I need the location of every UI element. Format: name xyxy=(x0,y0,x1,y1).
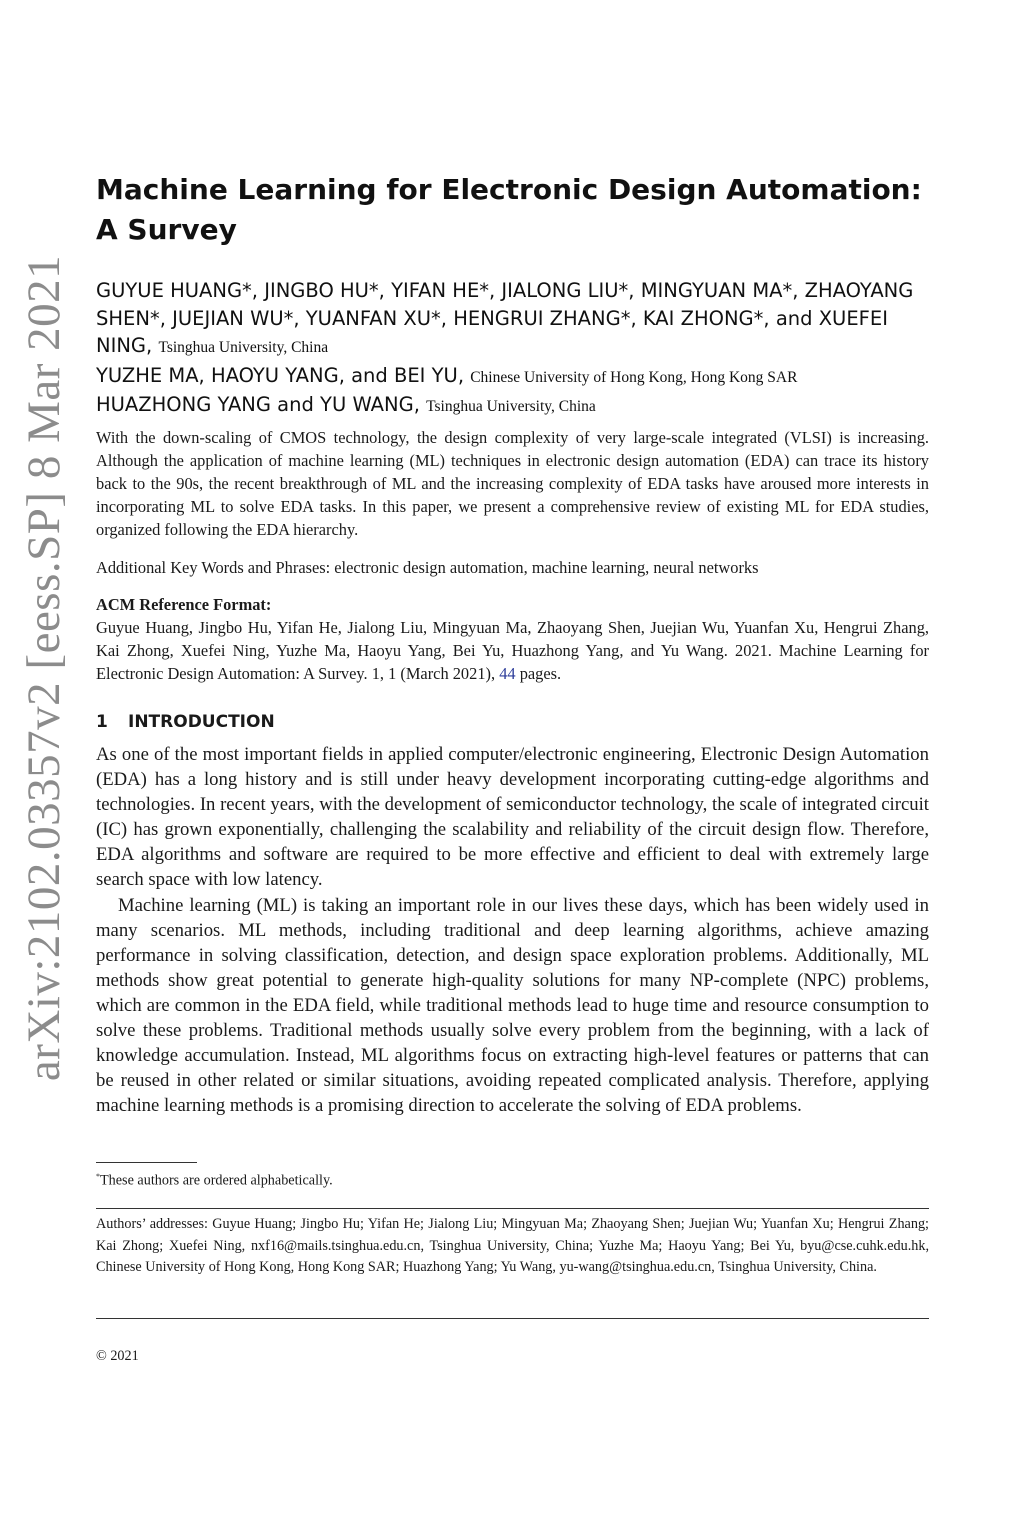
copyright-notice: © 2021 xyxy=(96,1348,139,1364)
addresses-bottom-rule xyxy=(96,1318,929,1319)
section-heading xyxy=(96,710,275,734)
abstract: With the down-scaling of CMOS technology, the design complexity of very large-scale integrated (VLSI) is increasing. Although the application of machine learning (ML) techniques in electronic design automation (EDA) can trace its history back to the 90s, the recent breakthrough of ML and the increasing complexity of EDA tasks have aroused more interests in incorporating ML to solve EDA tasks. In this paper, we present a comprehensive review of existing ML for EDA studies, organized following the EDA hierarchy. xyxy=(96,428,929,539)
author-names-cuhk: YUZHE MA, HAOYU YANG, and BEI YU, xyxy=(96,363,465,387)
author-names-tsinghua: GUYUE HUANG*, JINGBO HU*, YIFAN HE*, JIALONG LIU*, MINGYUAN MA*, ZHAOYANG SHEN*, JUEJIAN WU*, YUANFAN XU*, HENGRUI ZHANG*, KAI ZHONG*, and XUEFEI NING, xyxy=(96,279,914,357)
affiliation-tsinghua-2: Tsinghua University, China xyxy=(426,398,596,415)
section-title: INTRODUCTION xyxy=(128,712,275,732)
footnote-text: These authors are ordered alphabetically. xyxy=(100,1172,333,1189)
arxiv-sidebar xyxy=(0,0,90,1517)
affiliation-tsinghua: Tsinghua University, China xyxy=(158,339,329,356)
section-number: 1 xyxy=(96,712,108,732)
introduction-body xyxy=(96,742,929,1118)
acm-reference-text xyxy=(96,616,929,685)
arxiv-identifier: arXiv:2102.03357v2 [eess.SP] 8 Mar 2021 xyxy=(18,254,70,1082)
acm-pages-suffix: pages. xyxy=(519,664,562,683)
acm-citation: Guyue Huang, Jingbo Hu, Yifan He, Jialong Liu, Mingyuan Ma, Zhaoyang Shen, Juejian Wu, Yuanfan Xu, Hengrui Zhang, Kai Zhong, Xuefei Ning, Yuzhe Ma, Haoyu Yang, Bei Yu, Huazhong Yang, and Yu Wang. 2021. Machine Learning for Electronic Design Automation: A Survey. 1, 1 (March 2021), xyxy=(96,618,929,683)
footnote-divider xyxy=(96,1162,197,1163)
page-count-link[interactable]: 44 xyxy=(499,664,516,683)
acm-reference-heading: ACM Reference Format: xyxy=(96,595,272,614)
addresses-top-rule xyxy=(96,1208,929,1209)
author-addresses: Authors’ addresses: Guyue Huang; Jingbo Hu; Yifan He; Jialong Liu; Mingyuan Ma; Zhaoyang Shen; Juejian Wu; Yuanfan Xu; Hengrui Zhang; Kai Zhong; Xuefei Ning, nxf16@mails.tsinghua.edu.cn, Tsinghua University, China; Yuzhe Ma; Haoyu Yang; Bei Yu, byu@cse.cuhk.edu.hk, Chinese University of Hong Kong, Hong Kong SAR; Huazhong Yang; Yu Wang, yu-wang@tsinghua.edu.cn, Tsinghua University, China. xyxy=(96,1216,929,1275)
paper-title: Machine Learning for Electronic Design Automation: A Survey xyxy=(96,173,922,246)
footnote xyxy=(96,1167,333,1191)
author-names-tsinghua-2: HUAZHONG YANG and YU WANG, xyxy=(96,393,420,416)
acm-reference xyxy=(96,593,929,685)
paragraph: As one of the most important fields in applied computer/electronic engineering, Electronic Design Automation (EDA) has a long history and is still under heavy development incorporating cutting-edge algorithms and technologies. In recent years, with the development of semiconductor technology, the scale of integrated circuit (IC) has grown exponentially, challenging the scalability and reliability of the circuit design flow. Therefore, EDA algorithms and software are required to be more effective and efficient to deal with extremely large search space with low latency. xyxy=(96,744,929,891)
affiliation-cuhk: Chinese University of Hong Kong, Hong Kong SAR xyxy=(470,368,798,386)
paragraph: Machine learning (ML) is taking an important role in our lives these days, which has been widely used in many scenarios. ML methods, including traditional and deep learning algorithms, achieve amazing performance in solving classification, detection, and design space exploration problems. Additionally, ML methods show great potential to generate high-quality solutions for many NP-complete (NPC) problems, which are common in the EDA field, while traditional methods lead to huge time and resource consumption to solve these problems. Traditional methods usually solve every problem from the beginning, with a lack of knowledge accumulation. Instead, ML algorithms focus on extracting high-level features or patterns that can be reused in other related or similar situations, avoiding repeated complicated analysis. Therefore, applying machine learning methods is a promising direction to accelerate the solving of EDA problems. xyxy=(96,894,929,1117)
author-block xyxy=(96,277,936,421)
keywords: Additional Key Words and Phrases: electronic design automation, machine learning, neural networks xyxy=(96,558,759,577)
footnote-marker: * xyxy=(96,1172,100,1181)
